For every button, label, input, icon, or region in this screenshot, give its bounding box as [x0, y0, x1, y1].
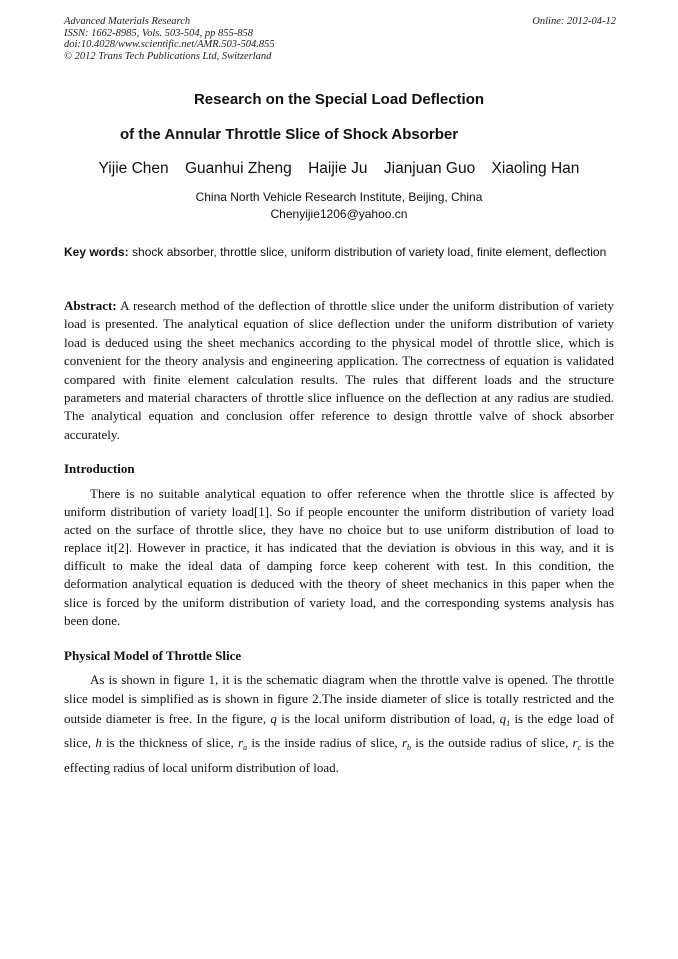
affiliation: China North Vehicle Research Institute, Beijing, China: [195, 190, 483, 204]
subscript: a: [243, 743, 248, 753]
copyright-line: © 2012 Trans Tech Publications Ltd, Switzerland: [64, 50, 272, 62]
symbol-h: h: [95, 735, 102, 751]
author: Xiaoling Han: [491, 160, 580, 177]
paragraph-text: is the inside radius of slice,: [251, 735, 398, 751]
paper-title-line-1: Research on the Special Load Deflection: [193, 91, 485, 108]
symbol-rc: r: [572, 735, 578, 751]
abstract: [64, 297, 614, 444]
subscript: c: [577, 743, 582, 753]
symbol-ra: r: [238, 735, 244, 751]
paragraph-text: is the effecting radius of local uniform distribution of load.: [64, 735, 615, 775]
introduction-heading: Introduction: [64, 461, 135, 476]
author: Jianjuan Guo: [383, 160, 476, 177]
author-email: Chenyijie1206@yahoo.cn: [270, 207, 408, 221]
symbol-q: q: [270, 710, 277, 726]
paragraph-text: is the outside radius of slice,: [415, 735, 569, 751]
paragraph-text: As is shown in figure 1, it is the schematic diagram when the throttle valve is opened. The throttle slice model is simplified as is shown in figure 2.The inside diameter of slice is totally restricted and the outside diameter is free. In the figure,: [64, 672, 614, 726]
abstract-text: A research method of the deflection of throttle slice under the uniform distribution of variety load is presented. The analytical equation of slice deflection under the uniform distribution of variety load is deduced using the sheet mechanics according to the physical model of throttle slice, which is convenient for the theory analysis and engineering application. The correctness of equation is validated compared with finite element calculation results. The rules that different loads and the structure parameters and material characters of throttle slice influence on the deflection at any radius are studied. The analytical equation and conclusion offer reference to design throttle valve of shock absorber accurately.: [64, 298, 614, 442]
journal-header: [64, 16, 616, 62]
doi-line: doi:10.4028/www.scientific.net/AMR.503-504.855: [64, 39, 275, 50]
author-list: [0, 160, 678, 178]
keywords-label: Key words:: [64, 245, 129, 259]
issn-line: ISSN: 1662-8985, Vols. 503-504, pp 855-858: [64, 27, 253, 39]
paragraph-text: is the local uniform distribution of load,: [281, 710, 496, 726]
keywords: [64, 244, 614, 261]
physical-model-heading: Physical Model of Throttle Slice: [64, 648, 242, 663]
physical-model-paragraph: [64, 670, 614, 777]
paper-title-line-2: of the Annular Throttle Slice of Shock Absorber: [119, 126, 459, 143]
paragraph-text: is the thickness of slice,: [106, 735, 234, 751]
subscript: 1: [506, 718, 511, 728]
author: Yijie Chen: [98, 160, 169, 177]
subscript: b: [407, 743, 412, 753]
symbol-q1: q: [499, 710, 507, 726]
keywords-text: shock absorber, throttle slice, uniform distribution of variety load, finite element, deflection: [132, 245, 607, 259]
introduction-paragraph: There is no suitable analytical equation to offer reference when the throttle slice is affected by uniform distribution of variety load[1]. So if people encounter the uniform distribution of variety load acted on the surface of throttle slice, they have no choice but to use uniform distribution of load to replace it[2]. However in practice, it has indicated that the deviation is obvious in this way, and it is difficult to make the ideal data of damping force keep coherent with test. In this condition, the deformation analytical equation is deduced with the theory of sheet mechanics in this paper when the slice is forced by the uniform distribution of variety load, and the corresponding systems analysis has been done.: [64, 486, 614, 628]
paragraph-text: is the edge load of slice,: [64, 710, 615, 751]
journal-name: Advanced Materials Research: [64, 16, 191, 27]
abstract-label: Abstract:: [64, 298, 117, 313]
online-date: Online: 2012-04-12: [532, 16, 616, 27]
symbol-rb: r: [401, 735, 408, 751]
author: Guanhui Zheng: [184, 160, 292, 177]
author: Haijie Ju: [308, 160, 368, 177]
